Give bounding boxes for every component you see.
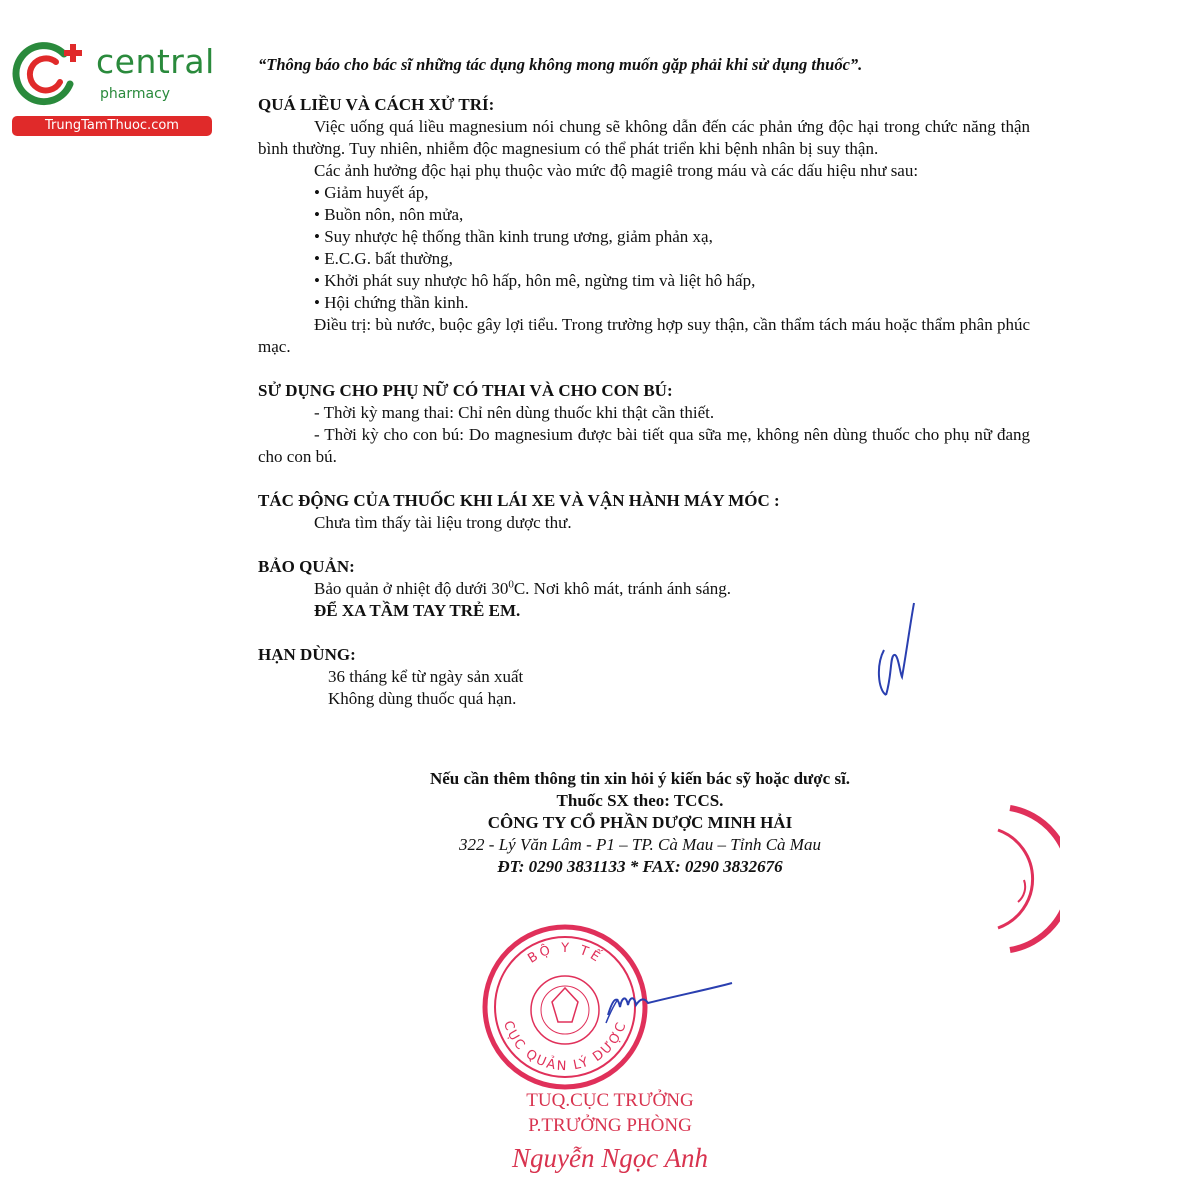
info-advice: Nếu cần thêm thông tin xin hỏi ý kiến bác sỹ hoặc dược sĩ. (429, 769, 851, 788)
stamp-ring-text: CỤC QUẢN LÝ DƯỢC (499, 1019, 631, 1075)
overdose-item: • Giảm huyết áp, (314, 183, 429, 202)
signer-title-1: TUQ.CỤC TRƯỞNG (526, 1090, 694, 1111)
overdose-item: • E.C.G. bất thường, (314, 249, 453, 268)
manufacturer-footer (330, 768, 950, 878)
overdose-item: • Hội chứng thần kinh. (314, 293, 469, 312)
svg-text:BỘ Y TẾ (525, 941, 605, 967)
driving-heading: TÁC ĐỘNG CỦA THUỐC KHI LÁI XE VÀ VẬN HÀNH MÁY MÓC : (258, 491, 780, 510)
official-signature-icon (600, 975, 740, 1035)
storage-warning: ĐỂ XA TẦM TAY TRẺ EM. (314, 601, 521, 620)
overdose-paragraph-2: Các ảnh hưởng độc hại phụ thuộc vào mức độ magiê trong máu và các dấu hiệu như sau: (314, 161, 919, 180)
expiry-heading: HẠN DÙNG: (258, 645, 356, 664)
stamp-top-text: BỘ Y TẾ (525, 940, 605, 967)
pregnancy-paragraph-2: - Thời kỳ cho con bú: Do magnesium được bài tiết qua sữa mẹ, không nên dùng thuốc cho phụ nữ đang cho con bú. (258, 425, 1030, 466)
initial-signature-icon (870, 595, 930, 705)
driving-text: Chưa tìm thấy tài liệu trong dược thư. (314, 513, 572, 532)
pharmacy-logo-icon (12, 40, 92, 110)
pregnancy-paragraph-1: - Thời kỳ mang thai: Chỉ nên dùng thuốc khi thật cần thiết. (314, 403, 715, 422)
doctor-notice: “Thông báo cho bác sĩ những tác dụng không mong muốn gặp phải khi sử dụng thuốc”. (258, 55, 863, 74)
pregnancy-heading: SỬ DỤNG CHO PHỤ NỮ CÓ THAI VÀ CHO CON BÚ: (258, 381, 673, 400)
overdose-treatment: Điều trị: bù nước, buộc gây lợi tiểu. Trong trường hợp suy thận, cần thẩm tách máu hoặc thẩm phân phúc mạc. (258, 315, 1030, 356)
overdose-paragraph-1: Việc uống quá liều magnesium nói chung sẽ không dẫn đến các phản ứng độc hại trong chức năng thận bình thường. Tuy nhiên, nhiễm độc magnesium có thể phát triển khi bệnh nhân bị suy thận. (258, 117, 1030, 158)
standard-line: Thuốc SX theo: TCCS. (556, 791, 724, 810)
expiry-line-2: Không dùng thuốc quá hạn. (328, 689, 517, 708)
overdose-item: • Khởi phát suy nhược hô hấp, hôn mê, ngừng tim và liệt hô hấp, (314, 271, 756, 290)
brand-logo (8, 36, 213, 136)
signer-name: Nguyễn Ngọc Anh (512, 1143, 708, 1173)
company-address: 322 - Lý Văn Lâm - P1 – TP. Cà Mau – Tỉnh Cà Mau (459, 835, 821, 854)
overdose-item: • Suy nhược hệ thống thần kinh trung ương, giảm phản xạ, (314, 227, 713, 246)
partial-stamp-icon (990, 800, 1060, 960)
signer-title-2: P.TRƯỞNG PHÒNG (528, 1115, 692, 1136)
company-name: CÔNG TY CỔ PHẦN DƯỢC MINH HẢI (487, 813, 793, 832)
signer-block (480, 1088, 740, 1176)
expiry-line-1: 36 tháng kể từ ngày sản xuất (328, 667, 524, 686)
brand-name: central (96, 42, 215, 81)
overdose-heading: QUÁ LIỀU VÀ CÁCH XỬ TRÍ: (258, 95, 495, 114)
storage-heading: BẢO QUẢN: (258, 557, 355, 576)
overdose-item: • Buồn nôn, nôn mửa, (314, 205, 464, 224)
brand-sub: pharmacy (100, 86, 171, 102)
company-contact: ĐT: 0290 3831133 * FAX: 0290 3832676 (497, 857, 783, 876)
storage-text: Bảo quản ở nhiệt độ dưới $30^0C$. Nơi khô mát, tránh ánh sáng. (314, 578, 732, 598)
brand-site: TrungTamThuoc.com (12, 116, 212, 136)
